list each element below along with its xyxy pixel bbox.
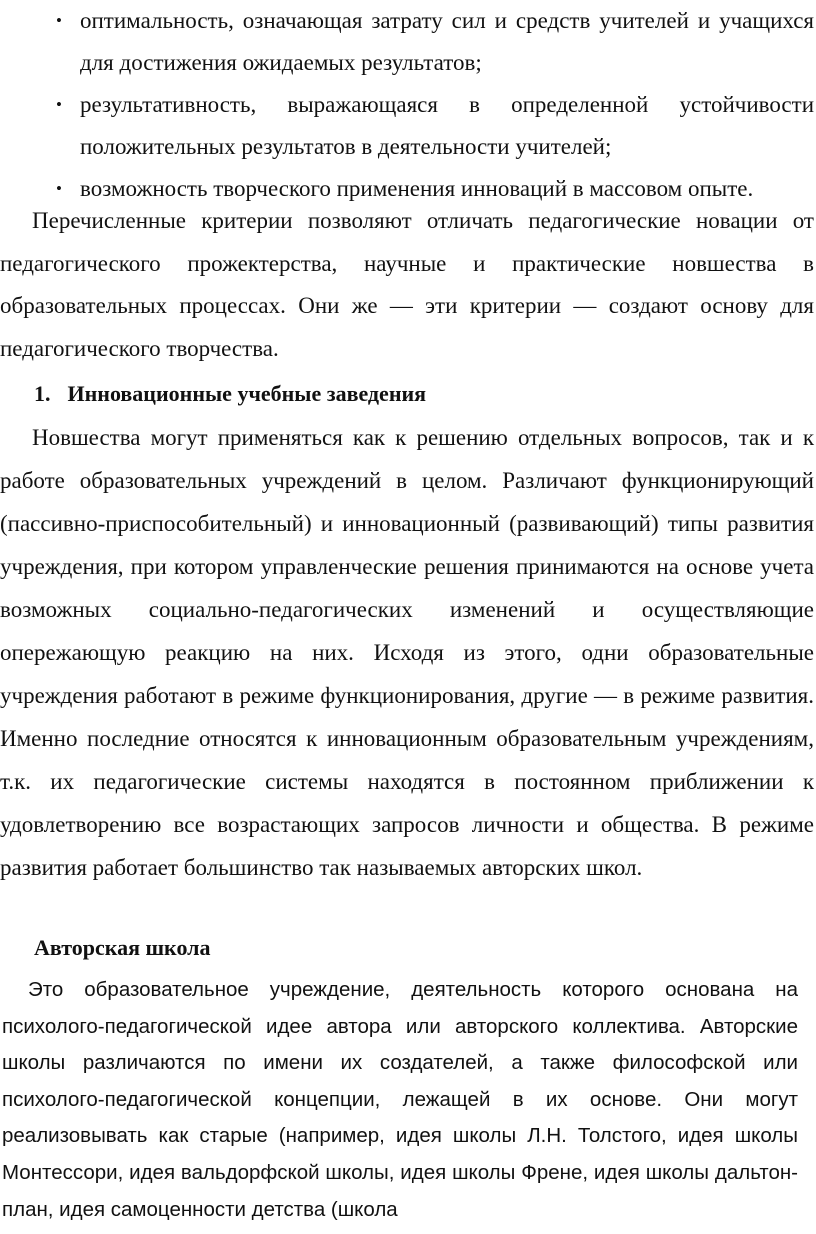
bullet-icon: • xyxy=(56,11,62,30)
bullet-icon: • xyxy=(56,95,62,114)
author-school-paragraph: Это образовательное учреждение, деятельность которого основана на психолого-педагогической идее автора или авторского коллектива. Авторские школы различаются по имени их создателей, а также философской или психолого-педагогической концепции, лежащей в их основе. Они могут реализовывать как старые (например, идея школы Л.Н. Толстого, идея школы Монтессори, идея вальдорфской школы, идея школы Френе, идея школы дальтон-план, идея самоценности детства (школа xyxy=(2,978,798,1221)
section-heading-author-school xyxy=(0,928,816,968)
list-item xyxy=(0,84,816,168)
list-item-text: возможность творческого применения инноваций в массовом опыте. xyxy=(80,176,754,201)
criteria-summary-paragraph: Перечисленные критерии позволяют отличать педагогические новации от педагогического прожектерства, научные и практические новшества в образовательных процессах. Они же — эти критерии — создают основу для педагогического творчества. xyxy=(0,208,814,361)
bullet-icon: • xyxy=(56,179,62,198)
section-number: 1. xyxy=(34,381,51,406)
list-item-text: оптимальность, означающая затрату сил и средств учителей и учащихся для достижения ожидаемых результатов; xyxy=(80,8,814,75)
section-title: Инновационные учебные заведения xyxy=(67,381,427,406)
section-heading-innovative-institutions xyxy=(0,373,816,415)
criteria-bullet-list xyxy=(0,0,816,210)
list-item-text: результативность, выражающаяся в определенной устойчивости положительных результатов в деятельности учителей; xyxy=(80,92,814,159)
list-item xyxy=(0,0,816,84)
innovations-paragraph: Новшества могут применяться как к решению отдельных вопросов, так и к работе образовательных учреждений в целом. Различают функционирующий (пассивно-приспособительный) и инновационный (развивающий) типы развития учреждения, при котором управленческие решения принимаются на основе учета возможных социально-педагогических изменений и осуществляющие опережающую реакцию на них. Исходя из этого, одни образовательные учреждения работают в режиме функционирования, другие — в режиме развития. Именно последние относятся к инновационным образовательным учреждениям, т.к. их педагогические системы находятся в постоянном приближении к удовлетворению все возрастающих запросов личности и общества. В режиме развития работает большинство так называемых авторских школ. xyxy=(0,425,814,880)
section-title: Авторская школа xyxy=(34,935,211,960)
